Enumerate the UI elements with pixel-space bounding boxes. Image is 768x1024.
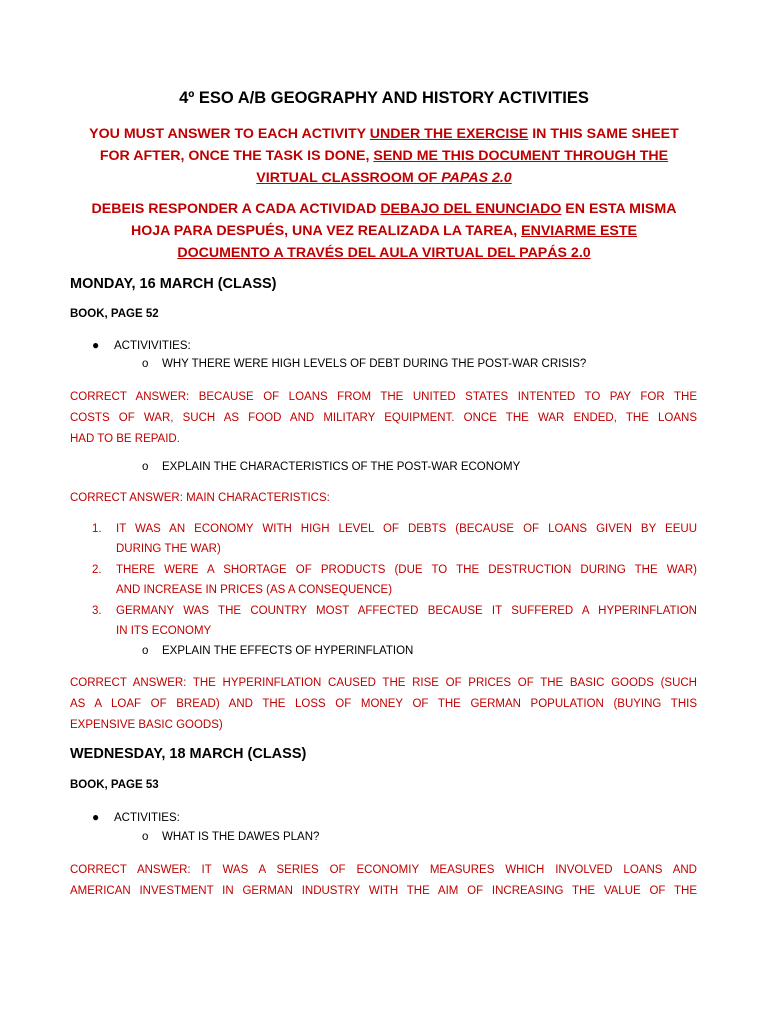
notice-underlined-text: SEND ME THIS DOCUMENT THROUGH THE — [373, 148, 669, 164]
item-text: DURING THE WAR) — [116, 543, 221, 555]
notice-underlined-text: DOCUMENTO A TRAVÉS DEL AULA VIRTUAL DEL PAPÁS 2.0 — [177, 245, 591, 261]
circle-bullet-icon: o — [142, 461, 149, 473]
notice-en-line-1 — [72, 123, 696, 145]
circle-bullet-icon: o — [142, 358, 149, 370]
activities-label: ACTIVITIES: — [114, 812, 180, 824]
document-title: 4º ESO A/B GEOGRAPHY AND HISTORY ACTIVITIES — [179, 89, 589, 107]
monday-book-page: BOOK, PAGE 52 — [70, 308, 159, 320]
notice-text: DEBEIS RESPONDER A CADA ACTIVIDAD — [91, 201, 381, 217]
monday-answer-1 — [70, 387, 697, 450]
monday-question-3 — [142, 645, 413, 657]
answer-line: AS A LOAF OF BREAD) AND THE LOSS OF MONEY OF THE GERMAN POPULATION (BUYING THIS — [70, 698, 697, 710]
answer-line: COSTS OF WAR, SUCH AS FOOD AND MILITARY EQUIPMENT. ONCE THE WAR ENDED, THE LOANS — [70, 412, 697, 424]
answer-line: CORRECT ANSWER: THE HYPERINFLATION CAUSED THE RISE OF PRICES OF THE BASIC GOODS (SUCH — [70, 677, 697, 689]
item-text: GERMANY WAS THE COUNTRY MOST AFFECTED BECAUSE IT SUFFERED A HYPERINFLATION — [116, 605, 697, 617]
item-text: IT WAS AN ECONOMY WITH HIGH LEVEL OF DEBTS (BECAUSE OF LOANS GIVEN BY EEUU — [116, 523, 697, 535]
monday-heading: MONDAY, 16 MARCH (CLASS) — [70, 276, 277, 292]
answer-line: AMERICAN INVESTMENT IN GERMAN INDUSTRY WITH THE AIM OF INCREASING THE VALUE OF THE — [70, 885, 697, 897]
wednesday-heading: WEDNESDAY, 18 MARCH (CLASS) — [70, 746, 307, 762]
notice-text: IN THIS SAME SHEET — [528, 126, 679, 142]
item-number: 1. — [92, 523, 102, 535]
item-number: 3. — [92, 605, 102, 617]
characteristic-item-1 — [92, 519, 697, 559]
notice-text: FOR AFTER, ONCE THE TASK IS DONE, — [99, 148, 374, 164]
notice-es-line-3 — [72, 242, 696, 264]
question-text: WHY THERE WERE HIGH LEVELS OF DEBT DURING THE POST-WAR CRISIS? — [162, 358, 587, 370]
circle-bullet-icon: o — [142, 831, 149, 843]
circle-bullet-icon: o — [142, 645, 149, 657]
wednesday-activities-bullet — [92, 810, 180, 824]
notice-underlined-italic-text: PAPAS 2.0 — [441, 170, 512, 186]
notice-text: HOJA PARA DESPUÉS, UNA VEZ REALIZADA LA TAREA, — [130, 223, 522, 239]
notice-es-line-2 — [72, 220, 696, 242]
item-text: THERE WERE A SHORTAGE OF PRODUCTS (DUE TO THE DESTRUCTION DURING THE WAR) — [116, 564, 697, 576]
notice-spanish — [72, 198, 696, 264]
notice-en-line-2 — [72, 145, 696, 167]
bullet-icon: ● — [92, 338, 100, 352]
answer-line: EXPENSIVE BASIC GOODS) — [70, 719, 223, 731]
question-text: EXPLAIN THE EFFECTS OF HYPERINFLATION — [162, 645, 414, 657]
question-text: EXPLAIN THE CHARACTERISTICS OF THE POST-WAR ECONOMY — [162, 461, 521, 473]
wednesday-answer-1 — [70, 860, 697, 902]
monday-question-2 — [142, 461, 520, 473]
notice-underlined-text: ENVIARME ESTE — [521, 223, 638, 239]
item-text: AND INCREASE IN PRICES (AS A CONSEQUENCE) — [116, 584, 393, 596]
wednesday-book-page: BOOK, PAGE 53 — [70, 779, 159, 791]
notice-es-line-1 — [72, 198, 696, 220]
notice-underlined-text: DEBAJO DEL ENUNCIADO — [380, 201, 562, 217]
notice-underlined-text: UNDER THE EXERCISE — [369, 126, 529, 142]
wednesday-question-1 — [142, 831, 319, 843]
characteristic-item-3 — [92, 601, 697, 641]
notice-en-line-3 — [72, 167, 696, 189]
notice-underlined-text: VIRTUAL CLASSROOM OF — [256, 170, 442, 186]
characteristic-item-2 — [92, 560, 697, 600]
activities-label: ACTIVIVITIES: — [114, 340, 191, 352]
answer-line: CORRECT ANSWER: BECAUSE OF LOANS FROM THE UNITED STATES INTENTED TO PAY FOR THE — [70, 391, 697, 403]
answer-line: HAD TO BE REPAID. — [70, 433, 180, 445]
answer-line: CORRECT ANSWER: IT WAS A SERIES OF ECONOMIY MEASURES WHICH INVOLVED LOANS AND — [70, 864, 697, 876]
question-text: WHAT IS THE DAWES PLAN? — [162, 831, 320, 843]
bullet-icon: ● — [92, 810, 100, 824]
monday-answer-2 — [70, 488, 697, 509]
notice-text: YOU MUST ANSWER TO EACH ACTIVITY — [89, 126, 370, 142]
item-text: IN ITS ECONOMY — [116, 625, 212, 637]
answer-line: CORRECT ANSWER: MAIN CHARACTERISTICS: — [70, 492, 330, 504]
monday-answer-3 — [70, 673, 697, 736]
notice-text: EN ESTA MISMA — [561, 201, 677, 217]
monday-activities-bullet — [92, 338, 191, 352]
notice-english — [72, 123, 696, 189]
monday-question-1 — [142, 358, 586, 370]
item-number: 2. — [92, 564, 102, 576]
